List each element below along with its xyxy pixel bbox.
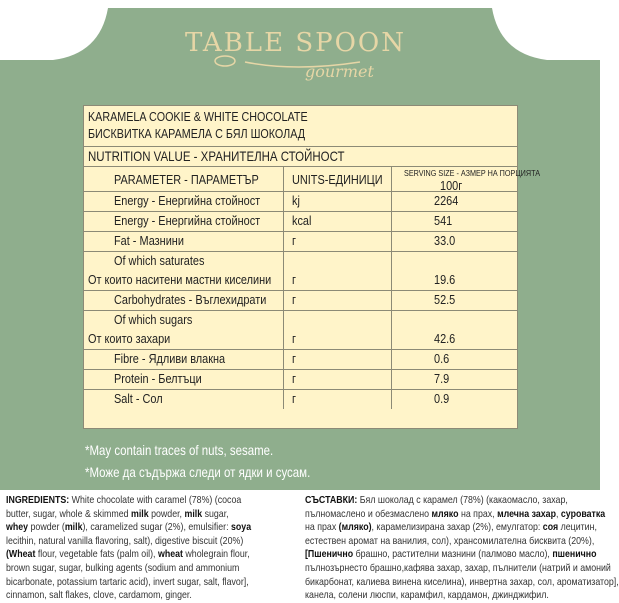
ingredients-en <box>6 494 296 603</box>
ingredient-text: butter, sugar, whole & skimmed <box>6 507 132 520</box>
allergen-text: soya <box>231 521 252 534</box>
allergen-text: суроватка <box>560 507 606 520</box>
row-unit: г <box>292 371 296 386</box>
row-unit: г <box>292 233 296 248</box>
row-value: 7.9 <box>434 371 450 386</box>
ingredients-line <box>305 575 619 590</box>
row-parameter: Fibre - Ядливи влакна <box>114 351 226 366</box>
allergen-text: СЪСТАВКИ: <box>305 494 358 506</box>
ingredient-text: естествен аромат на ванилия, сол), хрансомилателна бисквита (20%), <box>305 534 595 547</box>
allergen-text: (Wheat <box>6 548 36 561</box>
ingredient-text: , <box>555 507 561 520</box>
table-row <box>84 211 517 232</box>
allergen-text: соя <box>542 521 559 534</box>
allergen-text: млечна захар <box>497 507 556 520</box>
table-row <box>84 369 517 390</box>
brand-name: TABLE SPOON <box>185 28 406 58</box>
row-parameter-bg: От които захари <box>88 331 171 346</box>
allergen-text: milk <box>64 521 83 534</box>
row-parameter: Fat - Мазнини <box>114 233 184 248</box>
product-name-en: KARAMELA COOKIE & WHITE CHOCOLATE <box>88 110 308 124</box>
row-value: 2264 <box>434 193 459 208</box>
row-parameter: Carbohydrates - Въглехидрати <box>114 292 267 307</box>
allergen-text: мляко <box>431 507 459 520</box>
row-unit: г <box>292 351 296 366</box>
row-value: 52.5 <box>434 292 456 307</box>
row-parameter-bg: От които наситени мастни киселини <box>88 272 272 287</box>
row-value: 541 <box>434 213 453 228</box>
ingredient-text: пълнозърнесто брашно,кафява захар, захар, пълнители (натрий и амоний <box>305 561 611 574</box>
ingredients-line <box>6 508 250 522</box>
row-unit: г <box>292 272 296 287</box>
ingredient-text: лецитин, <box>558 521 597 534</box>
table-row <box>84 191 517 212</box>
table-row <box>84 290 517 311</box>
row-parameter: Of which sugars <box>114 312 193 327</box>
ingredients-line <box>6 576 250 590</box>
table-row <box>84 349 517 370</box>
ingredient-text: Бял шоколад с карамел (78%) (какаомасло, захар, <box>357 494 568 506</box>
row-unit: г <box>292 391 296 406</box>
allergen-note-en: *May contain traces of nuts, sesame. <box>85 442 274 458</box>
brand-subtitle: gourmet <box>305 62 374 81</box>
row-value: 42.6 <box>434 331 456 346</box>
table-row <box>84 231 517 252</box>
row-parameter: Protein - Белтъци <box>114 371 202 386</box>
ingredients-line <box>305 494 568 508</box>
ingredients-line <box>6 521 250 535</box>
ingredients-line <box>6 494 250 508</box>
row-parameter: Energy - Енергийна стойност <box>114 193 261 208</box>
allergen-text: (мляко) <box>338 521 372 534</box>
header-units: UNITS-ЕДИНИЦИ <box>292 172 383 187</box>
ingredient-text: бикарбонат, калиева винена киселина), инвертна захар, сол, ароматизатор], <box>305 575 619 588</box>
ingredient-text: ), caramelized sugar (2%), emulsifier: <box>82 521 232 534</box>
table-row <box>84 310 517 350</box>
header-parameter: PARAMETER - ПАРАМЕТЪР <box>114 172 259 187</box>
ingredient-text: flour, vegetable fats (palm oil), <box>35 548 158 561</box>
ingredients-bg <box>305 494 619 603</box>
product-title <box>84 106 517 147</box>
ingredients-line <box>305 561 611 576</box>
allergen-text: пшенично <box>552 548 597 561</box>
ingredient-text: bicarbonate, potassium tartaric acid), invert sugar, salt, flavor], <box>6 575 249 588</box>
row-parameter: Salt - Сол <box>114 391 163 406</box>
ingredients-line <box>305 507 606 522</box>
row-unit: г <box>292 331 296 346</box>
ingredient-text: lecithin, natural vanilla flavoring, salt), digestive biscuit (20%) <box>6 534 244 547</box>
ingredients-line <box>6 535 250 549</box>
ingredient-text: cinnamon, salt flakes, clove, cardamom, ginger. <box>6 589 192 602</box>
ingredients-line <box>6 562 250 576</box>
ingredient-text: канела, солени люспи, карамфил, кардамон, джинджифил. <box>305 589 549 602</box>
ingredient-text: на прах, <box>458 507 498 520</box>
nutrition-header-label: NUTRITION VALUE - ХРАНИТЕЛНА СТОЙНОСТ <box>88 148 345 164</box>
ingredients-line <box>6 589 250 603</box>
ingredient-text: пълномаслено и обезмаслено <box>305 507 432 520</box>
ingredient-text: brown sugar, sugar, bulking agents (sodium and ammonium <box>6 561 240 574</box>
spoon-icon <box>185 28 415 98</box>
row-parameter: Of which saturates <box>114 253 205 268</box>
allergen-text: INGREDIENTS: <box>6 494 70 506</box>
nutrition-table <box>83 105 541 429</box>
ingredients-line <box>305 548 597 562</box>
table-row <box>84 251 517 291</box>
ingredient-text: sugar, <box>202 507 229 520</box>
row-unit: kcal <box>292 213 312 228</box>
ingredient-text: White chocolate with caramel (78%) (cocoa <box>69 494 242 506</box>
nutrition-header <box>84 146 517 167</box>
header-serving-value: 100г <box>440 178 463 193</box>
allergen-text: [Пшенично <box>305 548 354 561</box>
brand-logo <box>185 28 415 98</box>
allergen-text: whey <box>6 521 29 534</box>
ingredient-text: powder, <box>148 507 185 520</box>
ingredients-line <box>305 534 595 549</box>
row-value: 0.6 <box>434 351 450 366</box>
allergen-text: wheat <box>157 548 183 561</box>
allergen-text: milk <box>184 507 203 520</box>
row-value: 0.9 <box>434 391 450 406</box>
header-serving-size: SERVING SIZE - АЗМЕР НА ПОРЦИЯТА <box>404 168 541 178</box>
ingredients-line <box>6 548 250 562</box>
row-unit: kj <box>292 193 300 208</box>
row-unit: г <box>292 292 296 307</box>
ingredient-text: брашно, растителни мазнини (палмово масло), <box>353 548 553 561</box>
ingredients-line <box>305 589 549 603</box>
ingredient-text: , карамелизирана захар (2%), емулгатор: <box>371 521 543 534</box>
row-value: 33.0 <box>434 233 456 248</box>
allergen-text: milk <box>131 507 149 520</box>
ingredient-text: на прах <box>305 521 339 534</box>
table-header-row <box>84 167 541 193</box>
row-value: 19.6 <box>434 272 456 287</box>
allergen-note-bg: *Може да съдържа следи от ядки и сусам. <box>85 464 311 480</box>
row-parameter: Energy - Енергийна стойност <box>114 213 261 228</box>
ingredient-text: wholegrain flour, <box>182 548 250 561</box>
product-name-bg: БИСКВИТКА КАРАМЕЛА С БЯЛ ШОКОЛАД <box>88 127 306 141</box>
ingredients-line <box>305 521 597 535</box>
table-row <box>84 389 517 409</box>
ingredient-text: powder ( <box>28 521 65 534</box>
